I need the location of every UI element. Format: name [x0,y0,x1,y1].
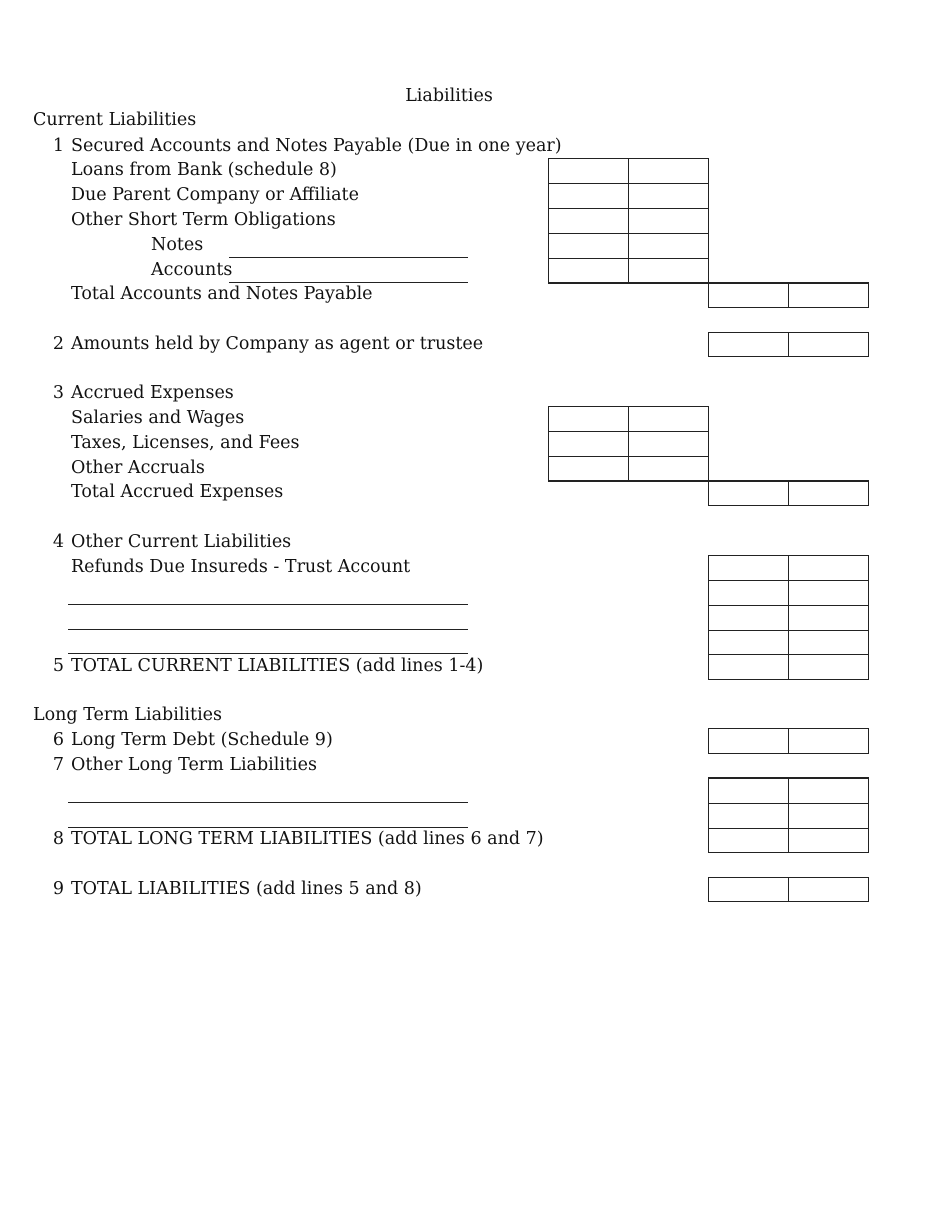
page-title: Liabilities [405,86,493,106]
other-current-1-col2[interactable] [788,580,869,606]
total-long-term-col1[interactable] [708,828,789,853]
line-1-number: 1 [52,136,64,156]
notes-write-in-line[interactable] [229,257,468,258]
line-8-label: TOTAL LONG TERM LIABILITIES (add lines 6 and 7) [71,829,544,849]
accounts-amount-col1[interactable] [548,258,629,284]
due-parent-label: Due Parent Company or Affiliate [71,185,359,205]
other-short-term-label: Other Short Term Obligations [71,210,336,230]
other-short-amount-col1[interactable] [548,208,629,234]
other-long-term-write-in-1[interactable] [68,802,468,803]
line-2-label: Amounts held by Company as agent or trustee [71,334,484,354]
other-current-2-col2[interactable] [788,605,869,631]
total-accounts-notes-col2[interactable] [788,283,869,308]
other-accruals-amount-col1[interactable] [548,456,629,482]
other-current-write-in-1[interactable] [68,604,468,605]
line-5-number: 5 [52,656,64,676]
other-long-term-2-col1[interactable] [708,803,789,829]
notes-label: Notes [151,235,204,255]
line-3-number: 3 [52,383,64,403]
other-current-write-in-3[interactable] [68,653,468,654]
line-6-label: Long Term Debt (Schedule 9) [71,730,333,750]
other-long-term-1-col2[interactable] [788,778,869,804]
refunds-label: Refunds Due Insureds - Trust Account [71,557,411,577]
accounts-amount-col2[interactable] [628,258,709,284]
accounts-label: Accounts [151,260,233,280]
line-1-label: Secured Accounts and Notes Payable (Due in one year) [71,136,562,156]
total-accounts-notes-label: Total Accounts and Notes Payable [71,284,373,304]
long-term-debt-col2[interactable] [788,728,869,754]
notes-amount-col1[interactable] [548,233,629,259]
line-3-label: Accrued Expenses [71,383,234,403]
total-liabilities-col2[interactable] [788,877,869,902]
salaries-amount-col2[interactable] [628,406,709,432]
salaries-amount-col1[interactable] [548,406,629,432]
total-accrued-col2[interactable] [788,481,869,506]
other-long-term-2-col2[interactable] [788,803,869,829]
other-current-3-col1[interactable] [708,630,789,655]
line-8-number: 8 [52,829,64,849]
current-liabilities-heading: Current Liabilities [33,110,197,130]
line-2-number: 2 [52,334,64,354]
due-parent-amount-col2[interactable] [628,183,709,209]
line-7-number: 7 [52,755,64,775]
due-parent-amount-col1[interactable] [548,183,629,209]
line-6-number: 6 [52,730,64,750]
other-current-2-col1[interactable] [708,605,789,631]
notes-amount-col2[interactable] [628,233,709,259]
line-9-label: TOTAL LIABILITIES (add lines 5 and 8) [71,879,422,899]
long-term-debt-col1[interactable] [708,728,789,754]
other-long-term-1-col1[interactable] [708,778,789,804]
total-long-term-col2[interactable] [788,828,869,853]
total-current-col2[interactable] [788,654,869,680]
line-4-number: 4 [52,532,64,552]
other-accruals-label: Other Accruals [71,458,205,478]
other-accruals-amount-col2[interactable] [628,456,709,482]
loans-amount-col2[interactable] [628,158,709,184]
line-7-label: Other Long Term Liabilities [71,755,317,775]
line-5-label: TOTAL CURRENT LIABILITIES (add lines 1-4) [71,656,484,676]
long-term-heading: Long Term Liabilities [33,705,222,725]
total-accrued-col1[interactable] [708,481,789,506]
total-liabilities-col1[interactable] [708,877,789,902]
taxes-amount-col1[interactable] [548,431,629,457]
loans-amount-col1[interactable] [548,158,629,184]
total-accrued-label: Total Accrued Expenses [71,482,284,502]
total-accounts-notes-col1[interactable] [708,283,789,308]
other-current-write-in-2[interactable] [68,629,468,630]
loans-from-bank-label: Loans from Bank (schedule 8) [71,160,337,180]
refunds-amount-col2[interactable] [788,555,869,581]
other-current-1-col1[interactable] [708,580,789,606]
other-short-amount-col2[interactable] [628,208,709,234]
amounts-held-col1[interactable] [708,332,789,357]
total-current-col1[interactable] [708,654,789,680]
line-4-label: Other Current Liabilities [71,532,292,552]
other-current-3-col2[interactable] [788,630,869,655]
salaries-label: Salaries and Wages [71,408,245,428]
refunds-amount-col1[interactable] [708,555,789,581]
accounts-write-in-line[interactable] [229,282,468,283]
taxes-label: Taxes, Licenses, and Fees [71,433,300,453]
line-9-number: 9 [52,879,64,899]
taxes-amount-col2[interactable] [628,431,709,457]
amounts-held-col2[interactable] [788,332,869,357]
other-long-term-write-in-2[interactable] [68,827,468,828]
